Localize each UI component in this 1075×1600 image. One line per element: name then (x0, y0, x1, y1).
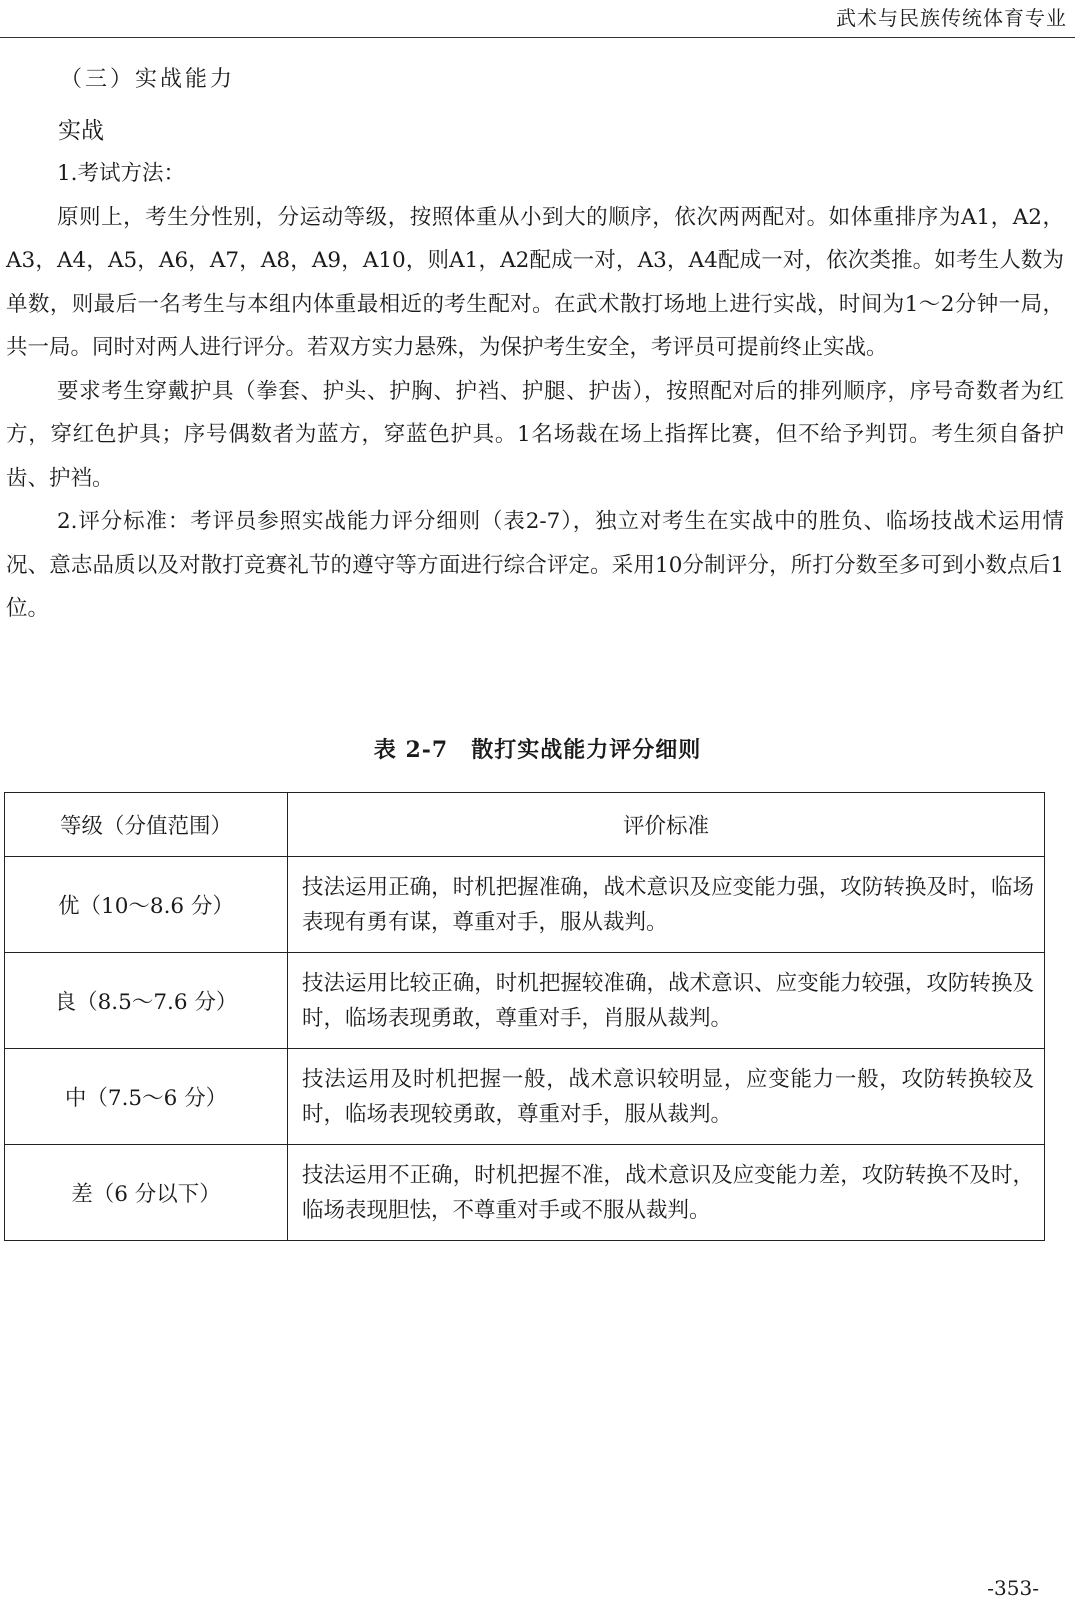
level-cell: 良（8.5～7.6 分） (5, 953, 288, 1049)
paragraph-method-title: 1.考试方法： (57, 161, 186, 186)
table-row (5, 953, 1045, 1049)
criteria-cell: 技法运用不正确，时机把握不准，战术意识及应变能力差，攻防转换不及时，临场表现胆怯，不尊重对手或不服从裁判。 (288, 1145, 1045, 1241)
page-number: -353- (987, 1576, 1039, 1600)
criteria-cell: 技法运用及时机把握一般，战术意识较明显，应变能力一般，攻防转换较及时，临场表现较勇敢，尊重对手，服从裁判。 (288, 1049, 1045, 1145)
body-text (6, 152, 1064, 631)
running-header: 武术与民族传统体育专业 (836, 6, 1067, 30)
level-cell: 差（6 分以下） (5, 1145, 288, 1241)
level-cell: 优（10～8.6 分） (5, 857, 288, 953)
section-heading: （三）实战能力 (60, 67, 236, 92)
table-header-row (5, 793, 1045, 857)
rating-table (4, 792, 1045, 1241)
criteria-cell: 技法运用比较正确，时机把握较准确，战术意识、应变能力较强，攻防转换及时，临场表现勇敢，尊重对手，肖服从裁判。 (288, 953, 1045, 1049)
header-cell-criteria: 评价标准 (288, 793, 1045, 857)
level-cell: 中（7.5～6 分） (5, 1049, 288, 1145)
table-row (5, 1145, 1045, 1241)
paragraph-scoring: 2.评分标准：考评员参照实战能力评分细则（表2-7），独立对考生在实战中的胜负、临场技战术运用情况、意志品质以及对散打竞赛礼节的遵守等方面进行综合评定。采用10分制评分，所打分数至多可到小数点后1位。 (6, 509, 1064, 621)
paragraph-pairing: 原则上，考生分性别，分运动等级，按照体重从小到大的顺序，依次两两配对。如体重排序为A1，A2，A3，A4，A5，A6，A7，A8，A9，A10，则A1，A2配成一对，A3，A4配成一对，依次类推。如考生人数为单数，则最后一名考生与本组内体重最相近的考生配对。在武术散打场地上进行实战，时间为1～2分钟一局，共一局。同时对两人进行评分。若双方实力悬殊，为保护考生安全，考评员可提前终止实战。 (6, 204, 1064, 360)
sub-heading: 实战 (58, 118, 104, 144)
table-caption: 表 2-7 散打实战能力评分细则 (373, 737, 702, 763)
table-row (5, 1049, 1045, 1145)
header-cell-level: 等级（分值范围） (5, 793, 288, 857)
header-rule (0, 37, 1075, 38)
table-row (5, 857, 1045, 953)
paragraph-equipment: 要求考生穿戴护具（拳套、护头、护胸、护裆、护腿、护齿），按照配对后的排列顺序，序号奇数者为红方，穿红色护具；序号偶数者为蓝方，穿蓝色护具。1名场裁在场上指挥比赛，但不给予判罚。考生须自备护齿、护裆。 (6, 378, 1064, 491)
criteria-cell: 技法运用正确，时机把握准确，战术意识及应变能力强，攻防转换及时，临场表现有勇有谋，尊重对手，服从裁判。 (288, 857, 1045, 953)
